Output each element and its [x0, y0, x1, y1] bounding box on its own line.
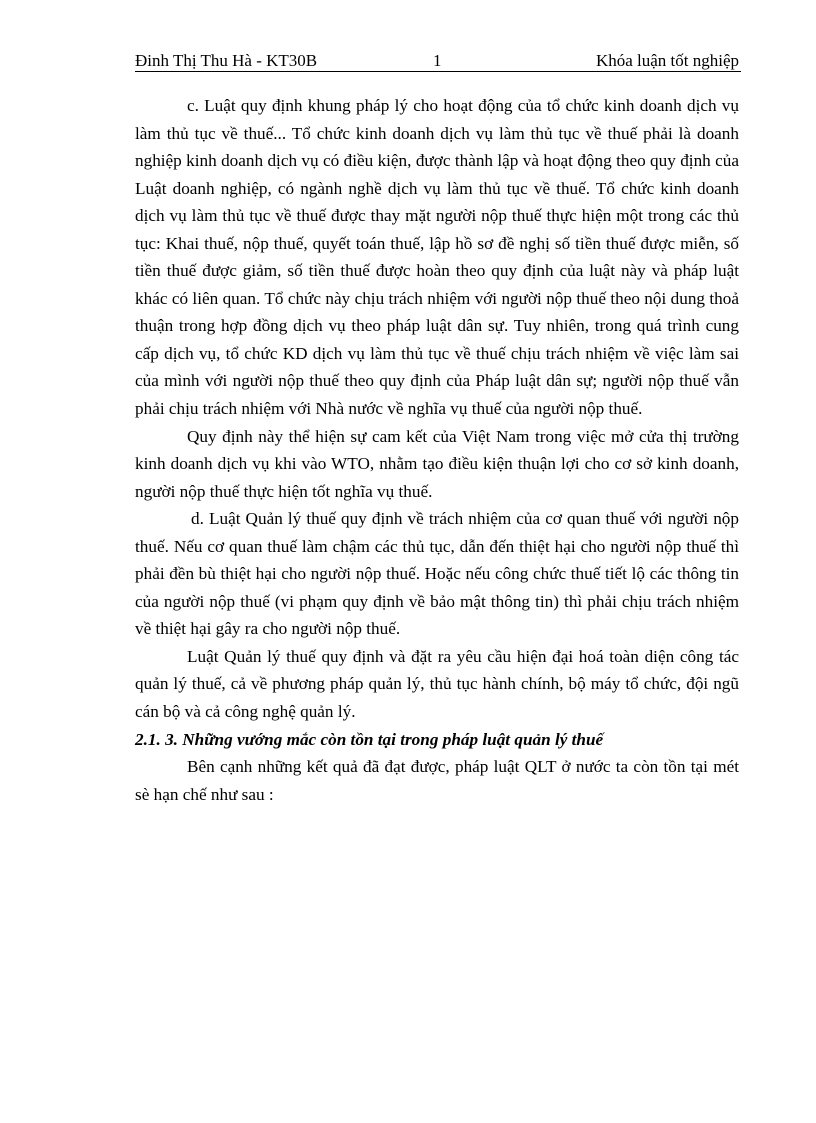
document-body: [135, 92, 739, 808]
paragraph-commitment: Quy định này thể hiện sự cam kết của Việt Nam trong việc mở cửa thị trường kinh doanh dịch vụ khi vào WTO, nhằm tạo điều kiện thuận lợi cho cơ sở kinh doanh, người nộp thuế thực hiện tốt nghĩa vụ thuế.: [135, 426, 739, 501]
paragraph-d: d. Luật Quản lý thuế quy định về trách nhiệm của cơ quan thuế với người nộp thuế. Nếu cơ quan thuế làm chậm các thủ tục, dẫn đến thiệt hại cho người nộp thuế thì phải đền bù thiệt hại cho người nộp thuế. Hoặc nếu công chức thuế tiết lộ các thông tin của người nộp thuế (vi phạm quy định về bảo mật thông tin) thì phải chịu trách nhiệm về thiệt hại gây ra cho người nộp thuế.: [135, 509, 739, 639]
paragraph-modernization: Luật Quản lý thuế quy định và đặt ra yêu cầu hiện đại hoá toàn diện công tác quản lý thuế, cả về phương pháp quản lý, thủ tục hành chính, bộ máy tổ chức, đội ngũ cán bộ và cả công nghệ quản lý.: [135, 646, 739, 722]
header-document-title: Khóa luận tốt nghiệp: [595, 51, 739, 70]
header-divider: [135, 71, 741, 72]
section-heading: 2.1. 3. Những vướng mắc còn tồn tại trong pháp luật quản lý thuế: [135, 729, 604, 749]
page-header: [135, 50, 741, 72]
paragraph-limitations: Bên cạnh những kết quả đã đạt được, pháp luật QLT ở nước ta còn tồn tại mét sè hạn chế như sau :: [135, 757, 739, 804]
paragraph-c: c. Luật quy định khung pháp lý cho hoạt động của tổ chức kinh doanh dịch vụ làm thủ tục về thuế... Tổ chức kinh doanh dịch vụ làm thủ tục về thuế phải là doanh nghiệp kinh doanh dịch vụ có điều kiện, được thành lập và hoạt động theo quy định của Luật doanh nghiệp, có ngành nghề dịch vụ làm thủ tục về thuế. Tổ chức kinh doanh dịch vụ làm thủ tục về thuế được thay mặt người nộp thuế thực hiện một trong các thủ tục: Khai thuế, nộp thuế, quyết toán thuế, lập hồ sơ đề nghị số tiền thuế được miễn, số tiền thuế được giảm, số tiền thuế được hoàn theo quy định của luật này và pháp luật khác có liên quan. Tổ chức này chịu trách nhiệm với người nộp thuế theo nội dung thoả thuận trong hợp đồng dịch vụ theo pháp luật dân sự. Tuy nhiên, trong quá trình cung cấp dịch vụ, tổ chức KD dịch vụ làm thủ tục về thuế chịu trách nhiệm về việc làm sai của mình với người nộp thuế theo quy định của Pháp luật dân sự; người nộp thuế vẫn phải chịu trách nhiệm với Nhà nước về nghĩa vụ thuế của người nộp thuế.: [135, 96, 739, 419]
header-page-number: 1: [433, 51, 442, 70]
header-author: Đinh Thị Thu Hà - KT30B: [135, 51, 318, 70]
